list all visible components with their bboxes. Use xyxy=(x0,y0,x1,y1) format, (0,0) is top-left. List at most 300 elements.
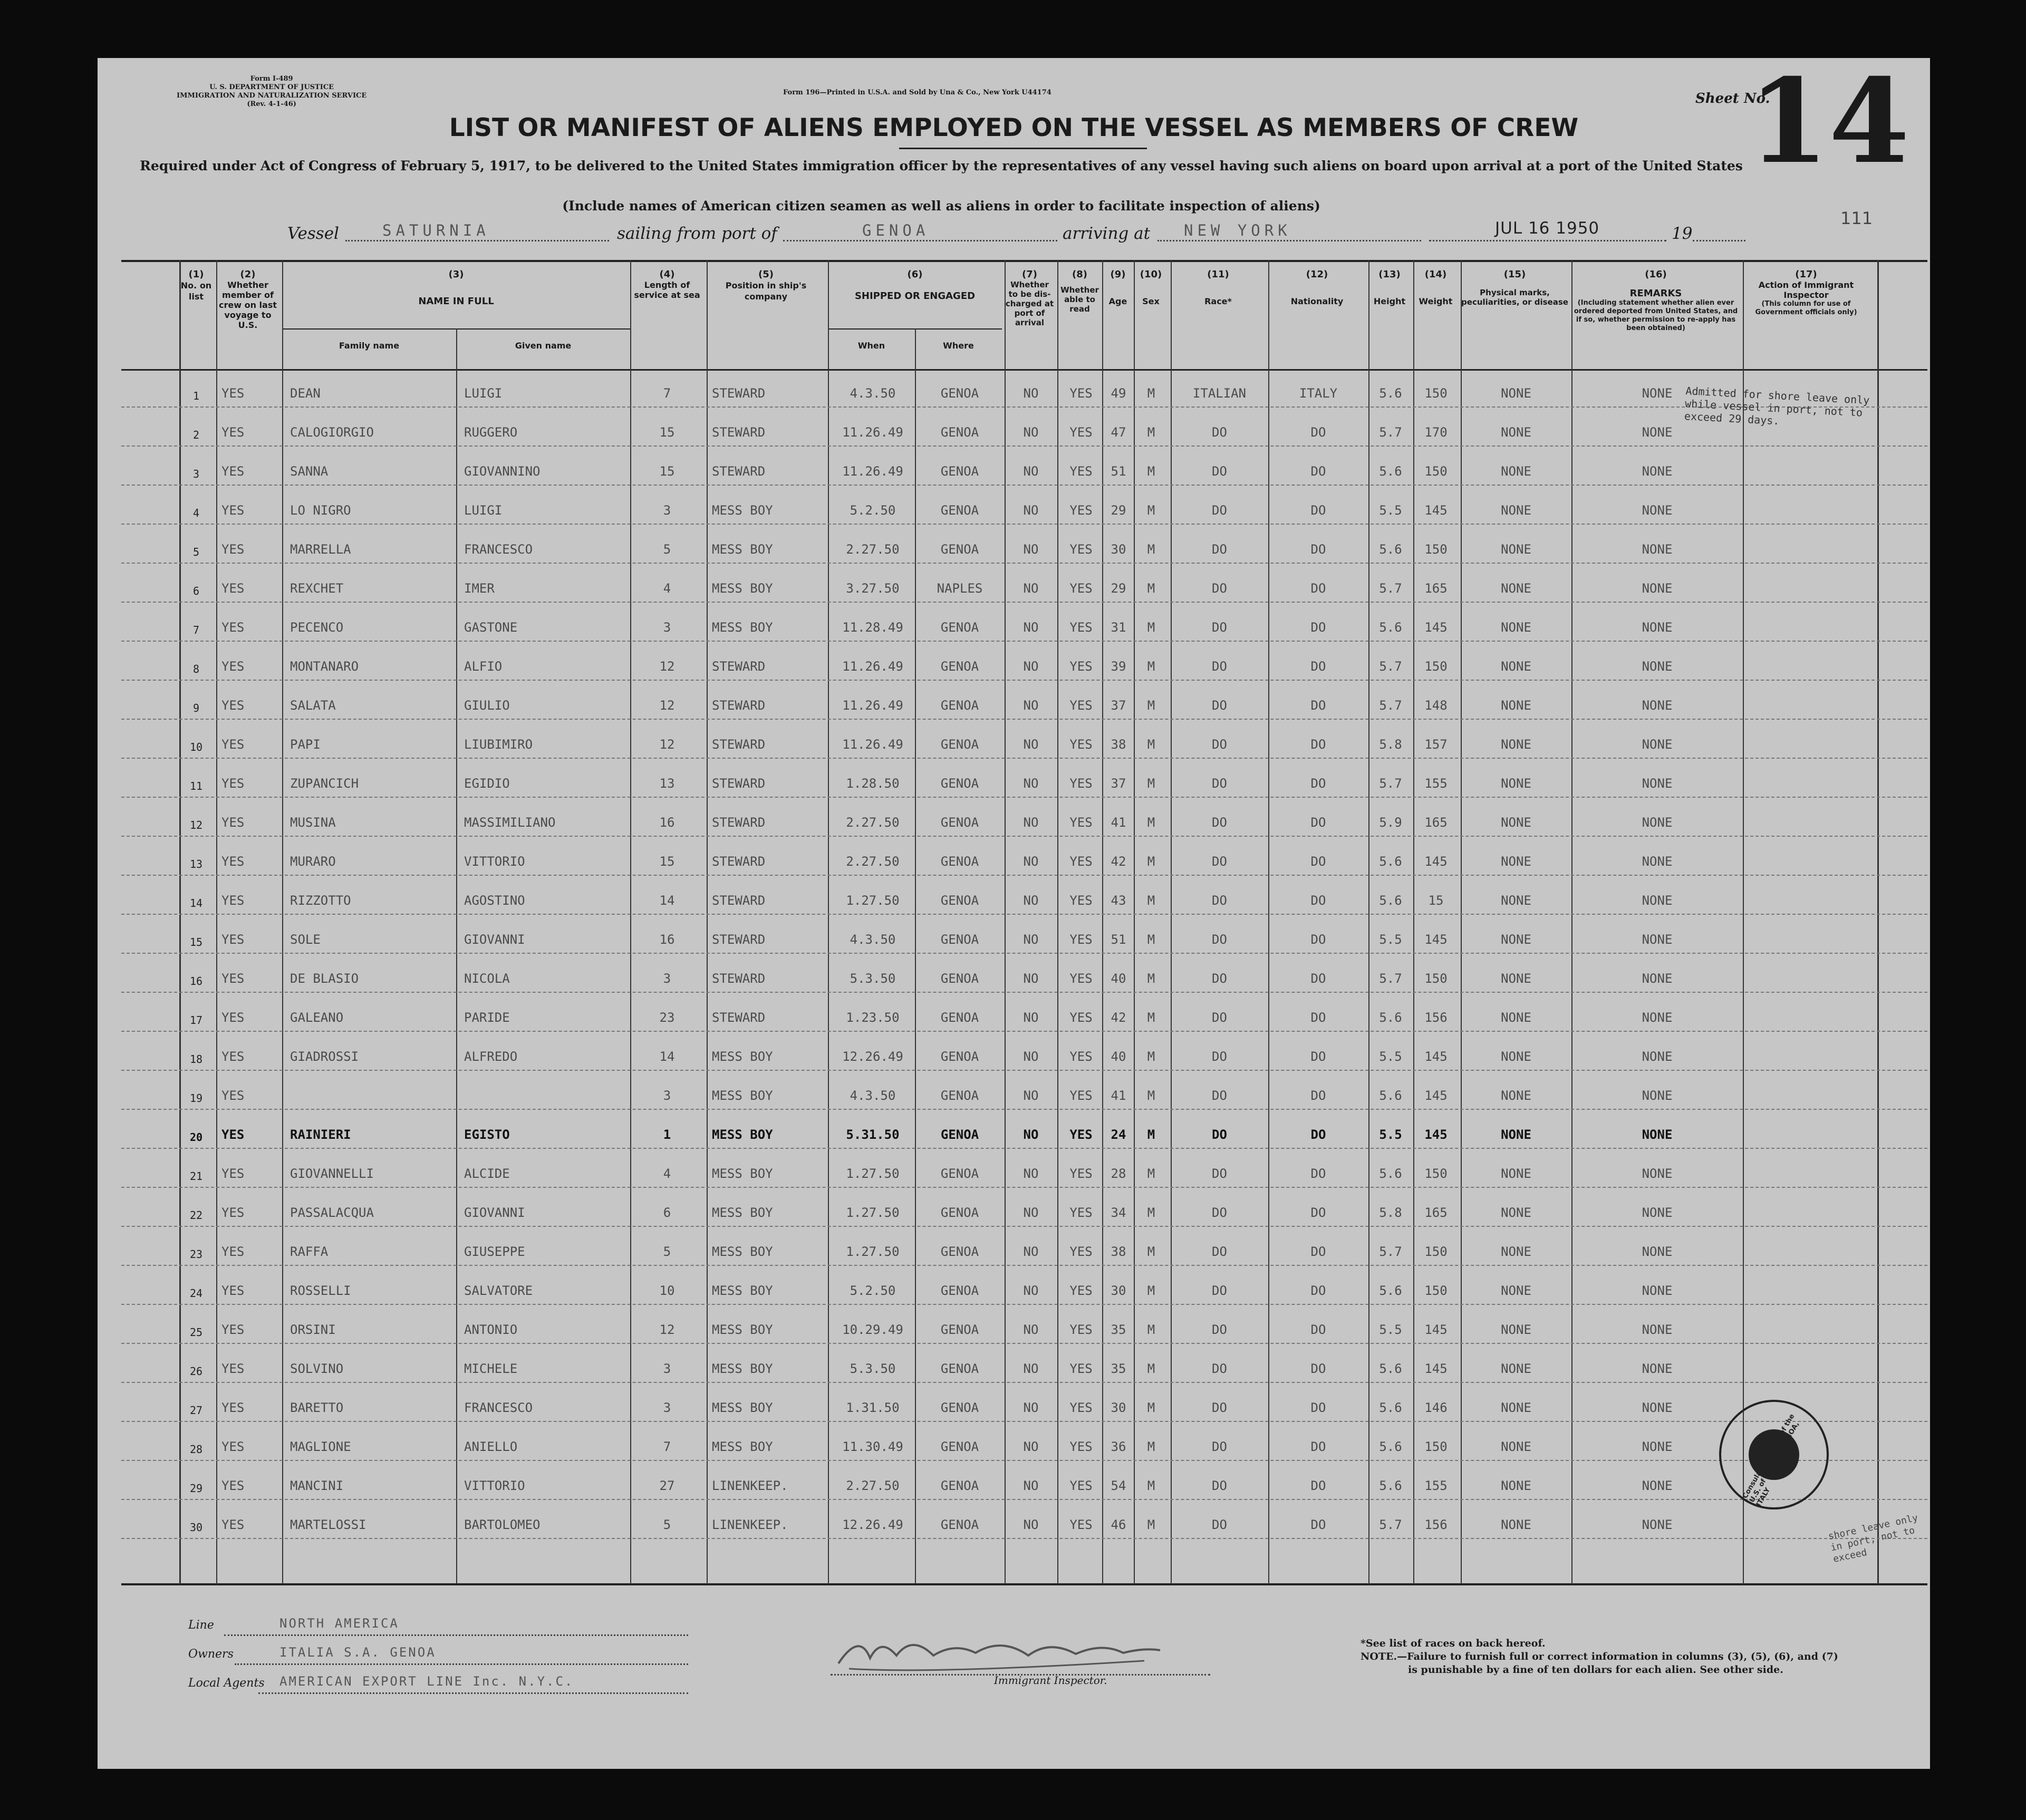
cell-where: GENOA xyxy=(940,542,979,557)
cell-no: 20 xyxy=(189,1131,203,1144)
shore-leave-remark: Admitted for shore leave only while vessel in port, not to exceed 29 days. xyxy=(1684,384,1870,428)
col-read: (8) Whether able to read xyxy=(1060,269,1099,314)
cell-position: MESS BOY xyxy=(712,1049,773,1064)
cell-nationality: DO xyxy=(1310,1010,1326,1025)
agents-value: AMERICAN EXPORT LINE Inc. N.Y.C. xyxy=(279,1674,574,1689)
cell-remarks: NONE xyxy=(1642,620,1673,635)
cell-remarks: NONE xyxy=(1642,1166,1673,1181)
cell-remarks: NONE xyxy=(1642,1127,1673,1142)
cell-age: 42 xyxy=(1111,1010,1126,1025)
cell-discharged: NO xyxy=(1023,776,1039,791)
row-rule xyxy=(121,719,1927,720)
table-row xyxy=(121,802,1927,841)
row-rule xyxy=(121,1148,1927,1149)
cell-crew: YES xyxy=(221,1439,245,1454)
cell-sex: M xyxy=(1147,854,1155,869)
cell-read: YES xyxy=(1069,1166,1093,1181)
cell-when: 12.26.49 xyxy=(842,1049,903,1064)
crew-table xyxy=(121,256,1927,1584)
cell-remarks: NONE xyxy=(1642,1400,1673,1415)
col-discharged: (7) Whether to be dis-charged at port of arrival xyxy=(1005,269,1054,327)
cell-no: 16 xyxy=(189,975,203,988)
cell-read: YES xyxy=(1069,386,1093,401)
col-race: (11) Race* xyxy=(1204,269,1232,306)
cell-crew: YES xyxy=(221,1517,245,1532)
cell-crew: YES xyxy=(221,1322,245,1337)
cell-where: GENOA xyxy=(940,1127,979,1142)
row-rule xyxy=(121,1070,1927,1071)
cell-where: GENOA xyxy=(940,698,979,713)
cell-service: 3 xyxy=(663,620,671,635)
vessel-label: Vessel xyxy=(287,224,339,243)
cell-marks: NONE xyxy=(1501,776,1531,791)
row-rule xyxy=(121,406,1927,408)
row-rule xyxy=(121,680,1927,681)
cell-discharged: NO xyxy=(1023,581,1039,596)
cell-given: ANTONIO xyxy=(464,1322,518,1337)
table-row xyxy=(121,1192,1927,1231)
col-nationality: (12) Nationality xyxy=(1290,269,1344,306)
arrival-date: JUL 16 1950 xyxy=(1495,219,1600,238)
table-row xyxy=(121,607,1927,646)
cell-when: 5.3.50 xyxy=(850,1361,896,1376)
cell-read: YES xyxy=(1069,971,1093,986)
cell-discharged: NO xyxy=(1023,1049,1039,1064)
row-rule xyxy=(121,1226,1927,1227)
cell-position: MESS BOY xyxy=(712,1283,773,1298)
cell-family: MAGLIONE xyxy=(290,1439,351,1454)
cell-race: DO xyxy=(1212,1166,1227,1181)
cell-height: 5.7 xyxy=(1379,971,1402,986)
cell-read: YES xyxy=(1069,464,1093,479)
cell-no: 1 xyxy=(192,390,200,402)
cell-remarks: NONE xyxy=(1642,659,1673,674)
cell-given: LUIGI xyxy=(464,386,503,401)
table-row xyxy=(121,1114,1927,1153)
cell-sex: M xyxy=(1147,386,1155,401)
table-row xyxy=(121,919,1927,958)
cell-service: 27 xyxy=(659,1478,675,1493)
cell-no: 8 xyxy=(192,663,200,675)
cell-crew: YES xyxy=(221,737,245,752)
cell-weight: 148 xyxy=(1424,698,1448,713)
header-bottom-rule xyxy=(121,369,1927,371)
cell-crew: YES xyxy=(221,542,245,557)
col-when: When xyxy=(857,341,885,351)
cell-given: IMER xyxy=(464,581,495,596)
cell-crew: YES xyxy=(221,971,245,986)
cell-family: LO NIGRO xyxy=(290,503,351,518)
cell-position: STEWARD xyxy=(712,815,766,830)
cell-sex: M xyxy=(1147,1166,1155,1181)
cell-height: 5.7 xyxy=(1379,1244,1402,1259)
cell-race: ITALIAN xyxy=(1192,386,1247,401)
cell-when: 2.27.50 xyxy=(846,1478,900,1493)
cell-no: 15 xyxy=(189,936,203,948)
cell-marks: NONE xyxy=(1501,659,1531,674)
row-rule xyxy=(121,758,1927,759)
cell-weight: 150 xyxy=(1424,659,1448,674)
cell-height: 5.8 xyxy=(1379,737,1402,752)
cell-age: 46 xyxy=(1111,1517,1126,1532)
cell-marks: NONE xyxy=(1501,1127,1531,1142)
cell-age: 35 xyxy=(1111,1361,1126,1376)
cell-race: DO xyxy=(1212,1517,1227,1532)
col-physical-marks: (15) Physical marks, peculiarities, or disease xyxy=(1461,269,1568,307)
cell-read: YES xyxy=(1069,893,1093,908)
cell-service: 3 xyxy=(663,503,671,518)
cell-race: DO xyxy=(1212,893,1227,908)
cell-remarks: NONE xyxy=(1642,698,1673,713)
cell-service: 12 xyxy=(659,659,675,674)
year-label: 19 xyxy=(1672,224,1693,243)
cell-given: MASSIMILIANO xyxy=(464,815,556,830)
cell-given: VITTORIO xyxy=(464,1478,525,1493)
cell-where: GENOA xyxy=(940,1400,979,1415)
cell-crew: YES xyxy=(221,425,245,440)
cell-service: 14 xyxy=(659,893,675,908)
cell-nationality: DO xyxy=(1310,1400,1326,1415)
cell-race: DO xyxy=(1212,737,1227,752)
row-rule xyxy=(121,1538,1927,1539)
cell-nationality: DO xyxy=(1310,854,1326,869)
cell-no: 4 xyxy=(192,507,200,519)
cell-discharged: NO xyxy=(1023,893,1039,908)
cell-remarks: NONE xyxy=(1642,464,1673,479)
cell-family: SOLE xyxy=(290,932,321,947)
cell-given: GIUSEPPE xyxy=(464,1244,525,1259)
cell-read: YES xyxy=(1069,737,1093,752)
agents-rule xyxy=(258,1692,688,1694)
form-revision: (Rev. 4-1-46) xyxy=(247,100,296,108)
cell-family: ZUPANCICH xyxy=(290,776,359,791)
cell-nationality: DO xyxy=(1310,1088,1326,1103)
cell-discharged: NO xyxy=(1023,1322,1039,1337)
cell-age: 40 xyxy=(1111,971,1126,986)
cell-no: 27 xyxy=(189,1404,203,1417)
cell-no: 7 xyxy=(192,624,200,636)
col-height: (13) Height xyxy=(1373,269,1406,306)
cell-sex: M xyxy=(1147,1322,1155,1337)
cell-sex: M xyxy=(1147,776,1155,791)
cell-race: DO xyxy=(1212,503,1227,518)
cell-position: STEWARD xyxy=(712,854,766,869)
cell-crew: YES xyxy=(221,1166,245,1181)
cell-crew: YES xyxy=(221,1205,245,1220)
cell-marks: NONE xyxy=(1501,425,1531,440)
cell-weight: 150 xyxy=(1424,464,1448,479)
cell-service: 3 xyxy=(663,971,671,986)
cell-marks: NONE xyxy=(1501,1400,1531,1415)
cell-sex: M xyxy=(1147,425,1155,440)
cell-height: 5.5 xyxy=(1379,932,1402,947)
cell-position: MESS BOY xyxy=(712,1244,773,1259)
cell-remarks: NONE xyxy=(1642,425,1673,440)
cell-when: 5.2.50 xyxy=(850,503,896,518)
cell-height: 5.6 xyxy=(1379,1088,1402,1103)
cell-when: 4.3.50 xyxy=(850,386,896,401)
cell-when: 3.27.50 xyxy=(846,581,900,596)
cell-read: YES xyxy=(1069,815,1093,830)
cell-nationality: DO xyxy=(1310,581,1326,596)
cell-read: YES xyxy=(1069,854,1093,869)
cell-crew: YES xyxy=(221,1361,245,1376)
cell-read: YES xyxy=(1069,581,1093,596)
cell-remarks: NONE xyxy=(1642,1517,1673,1532)
cell-nationality: DO xyxy=(1310,893,1326,908)
cell-discharged: NO xyxy=(1023,815,1039,830)
cell-read: YES xyxy=(1069,542,1093,557)
table-row xyxy=(121,1387,1927,1426)
cell-service: 10 xyxy=(659,1283,675,1298)
cell-family: DEAN xyxy=(290,386,321,401)
consulate-stamp xyxy=(1719,1400,1829,1509)
cell-family: DE BLASIO xyxy=(290,971,359,986)
cell-race: DO xyxy=(1212,464,1227,479)
cell-read: YES xyxy=(1069,1283,1093,1298)
port-name: GENOA xyxy=(862,221,930,239)
table-row xyxy=(121,451,1927,490)
cell-race: DO xyxy=(1212,1322,1227,1337)
cell-no: 30 xyxy=(189,1521,203,1534)
cell-given: ALCIDE xyxy=(464,1166,510,1181)
col-where: Where xyxy=(943,341,974,351)
cell-nationality: DO xyxy=(1310,1049,1326,1064)
table-row xyxy=(121,412,1927,451)
cell-discharged: NO xyxy=(1023,737,1039,752)
cell-family: SOLVINO xyxy=(290,1361,344,1376)
cell-nationality: DO xyxy=(1310,1283,1326,1298)
cell-remarks: NONE xyxy=(1642,854,1673,869)
cell-remarks: NONE xyxy=(1642,815,1673,830)
table-row xyxy=(121,1465,1927,1504)
row-rule xyxy=(121,1265,1927,1266)
cell-given: VITTORIO xyxy=(464,854,525,869)
cell-marks: NONE xyxy=(1501,1244,1531,1259)
cell-read: YES xyxy=(1069,1010,1093,1025)
cell-sex: M xyxy=(1147,1244,1155,1259)
cell-where: GENOA xyxy=(940,1517,979,1532)
cell-race: DO xyxy=(1212,1478,1227,1493)
table-row xyxy=(121,373,1927,412)
cell-service: 3 xyxy=(663,1088,671,1103)
cell-when: 2.27.50 xyxy=(846,854,900,869)
row-rule xyxy=(121,1304,1927,1305)
cell-sex: M xyxy=(1147,1010,1155,1025)
cell-nationality: DO xyxy=(1310,1478,1326,1493)
table-row xyxy=(121,1426,1927,1465)
cell-where: GENOA xyxy=(940,1166,979,1181)
cell-marks: NONE xyxy=(1501,854,1531,869)
cell-height: 5.6 xyxy=(1379,1010,1402,1025)
cell-age: 41 xyxy=(1111,815,1126,830)
cell-marks: NONE xyxy=(1501,1166,1531,1181)
cell-discharged: NO xyxy=(1023,1400,1039,1415)
cell-service: 16 xyxy=(659,932,675,947)
col-crew-last-voyage: (2) Whether member of crew on last voyage to U.S. xyxy=(219,269,277,330)
cell-service: 14 xyxy=(659,1049,675,1064)
cell-race: DO xyxy=(1212,581,1227,596)
cell-service: 16 xyxy=(659,815,675,830)
cell-when: 11.30.49 xyxy=(842,1439,903,1454)
cell-discharged: NO xyxy=(1023,1517,1039,1532)
cell-given: GASTONE xyxy=(464,620,518,635)
cell-position: STEWARD xyxy=(712,737,766,752)
cell-height: 5.6 xyxy=(1379,386,1402,401)
cell-sex: M xyxy=(1147,659,1155,674)
cell-height: 5.6 xyxy=(1379,1400,1402,1415)
cell-sex: M xyxy=(1147,503,1155,518)
cell-given: LIUBIMIRO xyxy=(464,737,533,752)
cell-marks: NONE xyxy=(1501,932,1531,947)
cell-when: 5.3.50 xyxy=(850,971,896,986)
cell-discharged: NO xyxy=(1023,1166,1039,1181)
cell-crew: YES xyxy=(221,893,245,908)
cell-nationality: DO xyxy=(1310,698,1326,713)
cell-discharged: NO xyxy=(1023,386,1039,401)
cell-when: 1.31.50 xyxy=(846,1400,900,1415)
cell-weight: 145 xyxy=(1424,1361,1448,1376)
cell-age: 29 xyxy=(1111,581,1126,596)
cell-sex: M xyxy=(1147,620,1155,635)
cell-crew: YES xyxy=(221,464,245,479)
cell-given: MICHELE xyxy=(464,1361,518,1376)
cell-sex: M xyxy=(1147,1517,1155,1532)
cell-no: 10 xyxy=(189,741,203,753)
cell-where: GENOA xyxy=(940,620,979,635)
row-rule xyxy=(121,953,1927,954)
cell-age: 24 xyxy=(1111,1127,1126,1142)
cell-family: MARRELLA xyxy=(290,542,351,557)
cell-age: 41 xyxy=(1111,1088,1126,1103)
cell-no: 26 xyxy=(189,1365,203,1378)
col-weight: (14) Weight xyxy=(1419,269,1453,306)
cell-family: REXCHET xyxy=(290,581,344,596)
cell-position: STEWARD xyxy=(712,1010,766,1025)
cell-height: 5.6 xyxy=(1379,1361,1402,1376)
cell-crew: YES xyxy=(221,932,245,947)
cell-weight: 145 xyxy=(1424,1049,1448,1064)
col-inspector-action: (17) Action of Immigrant Inspector (This column for use of Government officials only) xyxy=(1755,269,1857,316)
cell-given: AGOSTINO xyxy=(464,893,525,908)
cell-where: GENOA xyxy=(940,971,979,986)
agents-label: Local Agents xyxy=(188,1677,265,1690)
table-row xyxy=(121,1309,1927,1348)
cell-age: 30 xyxy=(1111,1400,1126,1415)
cell-when: 1.27.50 xyxy=(846,1205,900,1220)
owners-rule xyxy=(235,1663,688,1665)
arriving-label: arriving at xyxy=(1063,224,1151,243)
cell-where: NAPLES xyxy=(937,581,983,596)
cell-read: YES xyxy=(1069,1127,1093,1142)
cell-discharged: NO xyxy=(1023,971,1039,986)
cell-crew: YES xyxy=(221,1088,245,1103)
cell-crew: YES xyxy=(221,698,245,713)
cell-nationality: DO xyxy=(1310,542,1326,557)
cell-sex: M xyxy=(1147,737,1155,752)
cell-race: DO xyxy=(1212,1127,1227,1142)
cell-service: 4 xyxy=(663,581,671,596)
cell-service: 13 xyxy=(659,776,675,791)
cell-where: GENOA xyxy=(940,1361,979,1376)
cell-height: 5.5 xyxy=(1379,1049,1402,1064)
cell-nationality: DO xyxy=(1310,1205,1326,1220)
cell-marks: NONE xyxy=(1501,971,1531,986)
col-remarks: (16) REMARKS (Including statement whether alien ever ordered deported from United States, and if so, whether permission to re-apply has been obtained) xyxy=(1574,269,1738,332)
cell-nationality: DO xyxy=(1310,425,1326,440)
row-rule xyxy=(121,524,1927,525)
cell-race: DO xyxy=(1212,1205,1227,1220)
cell-when: 12.26.49 xyxy=(842,1517,903,1532)
cell-weight: 156 xyxy=(1424,1010,1448,1025)
cell-no: 13 xyxy=(189,858,203,870)
table-bottom-rule xyxy=(121,1583,1927,1585)
cell-discharged: NO xyxy=(1023,854,1039,869)
row-rule xyxy=(121,446,1927,447)
cell-weight: 145 xyxy=(1424,854,1448,869)
cell-service: 3 xyxy=(663,1361,671,1376)
cell-position: LINENKEEP. xyxy=(712,1517,788,1532)
cell-no: 17 xyxy=(189,1014,203,1027)
cell-crew: YES xyxy=(221,1010,245,1025)
cell-given: FRANCESCO xyxy=(464,542,533,557)
cell-no: 14 xyxy=(189,897,203,909)
cell-nationality: DO xyxy=(1310,971,1326,986)
cell-discharged: NO xyxy=(1023,659,1039,674)
cell-when: 10.29.49 xyxy=(842,1322,903,1337)
table-row xyxy=(121,1153,1927,1192)
cell-sex: M xyxy=(1147,1478,1155,1493)
col-shipped: (6) SHIPPED OR ENGAGED xyxy=(854,269,976,302)
cell-height: 5.9 xyxy=(1379,815,1402,830)
row-rule xyxy=(121,1187,1927,1188)
cell-position: MESS BOY xyxy=(712,1088,773,1103)
cell-service: 6 xyxy=(663,1205,671,1220)
cell-marks: NONE xyxy=(1501,386,1531,401)
cell-weight: 150 xyxy=(1424,1283,1448,1298)
cell-no: 22 xyxy=(189,1209,203,1222)
cell-service: 4 xyxy=(663,1166,671,1181)
cell-weight: 156 xyxy=(1424,1517,1448,1532)
cell-weight: 146 xyxy=(1424,1400,1448,1415)
cell-height: 5.7 xyxy=(1379,1517,1402,1532)
row-rule xyxy=(121,485,1927,486)
cell-where: GENOA xyxy=(940,1439,979,1454)
cell-age: 31 xyxy=(1111,620,1126,635)
cell-when: 1.27.50 xyxy=(846,1244,900,1259)
inspector-label: Immigrant Inspector. xyxy=(994,1674,1107,1687)
row-rule xyxy=(121,1382,1927,1383)
cell-marks: NONE xyxy=(1501,1010,1531,1025)
cell-crew: YES xyxy=(221,620,245,635)
row-rule xyxy=(121,992,1927,993)
printer-line: Form 196—Printed in U.S.A. and Sold by Una & Co., New York U44174 xyxy=(783,89,1051,96)
cell-family: MANCINI xyxy=(290,1478,344,1493)
footer-notes xyxy=(1361,1637,1838,1677)
penalty-note-2: is punishable by a fine of ten dollars for each alien. See other side. xyxy=(1408,1664,1783,1676)
cell-age: 39 xyxy=(1111,659,1126,674)
cell-family: MUSINA xyxy=(290,815,336,830)
cell-nationality: DO xyxy=(1310,1244,1326,1259)
cell-height: 5.6 xyxy=(1379,1166,1402,1181)
cell-weight: 145 xyxy=(1424,1088,1448,1103)
cell-family: ROSSELLI xyxy=(290,1283,351,1298)
cell-marks: NONE xyxy=(1501,1049,1531,1064)
cell-where: GENOA xyxy=(940,1244,979,1259)
cell-family: SANNA xyxy=(290,464,329,479)
cell-position: MESS BOY xyxy=(712,503,773,518)
cell-no: 23 xyxy=(189,1248,203,1261)
